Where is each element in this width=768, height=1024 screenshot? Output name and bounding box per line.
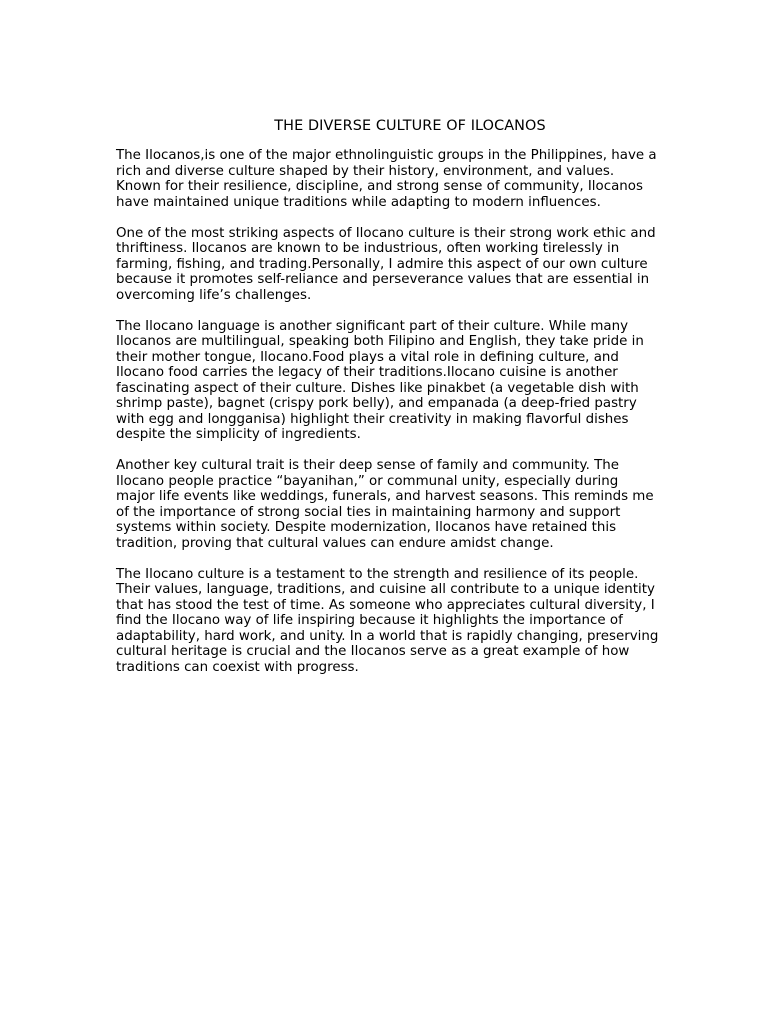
paragraph-language-and-food: The Ilocano language is another significant part of their culture. While many Ilocanos are multilingual, speaking both Filipino and English, they take pride in their mother tongue, Ilocano.Food plays a vital role in defining culture, and Ilocano food carries the legacy of their traditions.Ilocano cuisine is another fascinating aspect of their culture. Dishes like pinakbet (a vegetable dish with shrimp paste), bagnet (crispy pork belly), and empanada (a deep-fried pastry with egg and longganisa) highlight their creativity in making flavorful dishes despite the simplicity of ingredients. xyxy=(116,318,644,442)
paragraph-work-ethic: One of the most striking aspects of Ilocano culture is their strong work ethic and thriftiness. Ilocanos are known to be industrious, often working tirelessly in farming, fishing, and trading.Personally, I admire this aspect of our own culture because it promotes self-reliance and perseverance values that are essential in overcoming life’s challenges. xyxy=(116,225,656,303)
document-title: THE DIVERSE CULTURE OF ILOCANOS xyxy=(274,118,546,134)
paragraph-introduction: The Ilocanos,is one of the major ethnolinguistic groups in the Philippines, have a rich and diverse culture shaped by their history, environment, and values. Known for their resilience, discipline, and strong sense of community, Ilocanos have maintained unique traditions while adapting to modern influences. xyxy=(116,148,657,210)
paragraph-conclusion: The Ilocano culture is a testament to the strength and resilience of its people. Their values, language, traditions, and cuisine all contribute to a unique identity that has stood the test of time. As someone who appreciates cultural diversity, I find the Ilocano way of life inspiring because it highlights the importance of adaptability, hard work, and unity. In a world that is rapidly changing, preserving cultural heritage is crucial and the Ilocanos serve as a great example of how traditions can coexist with progress. xyxy=(116,566,659,675)
document-body xyxy=(116,148,661,691)
paragraph-family-and-community: Another key cultural trait is their deep sense of family and community. The Ilocano people practice “bayanihan,” or communal unity, especially during major life events like weddings, funerals, and harvest seasons. This reminds me of the importance of strong social ties in maintaining harmony and support systems within society. Despite modernization, Ilocanos have retained this tradition, proving that cultural values can endure amidst change. xyxy=(116,458,654,551)
